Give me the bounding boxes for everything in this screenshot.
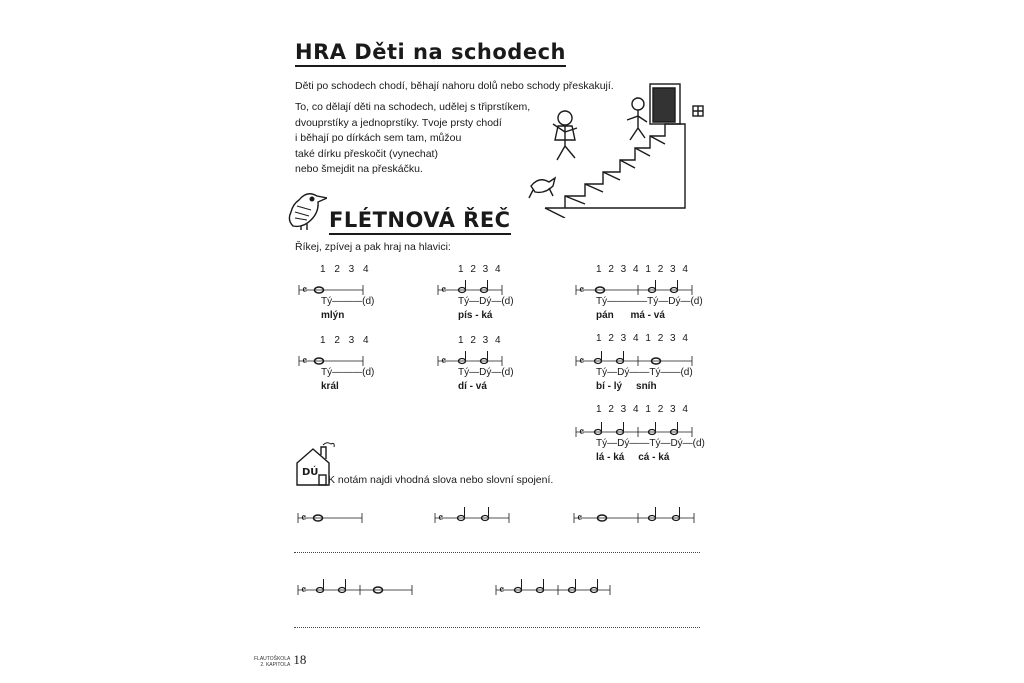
hra-line: i běhají po dírkách sem tam, můžou xyxy=(295,132,462,144)
syllables: Tý———(d) xyxy=(321,367,375,378)
beat-counts: 1 2 3 4 1 2 3 4 xyxy=(596,264,688,275)
flet-title: FLÉTNOVÁ ŘEČ xyxy=(329,208,511,235)
bird-icon xyxy=(285,190,327,230)
svg-text:𝄴: 𝄴 xyxy=(438,511,444,525)
answer-line[interactable] xyxy=(294,627,700,628)
hra-line: také dírku přeskočit (vynechat) xyxy=(295,147,438,160)
word: bí - lý sníh xyxy=(596,381,657,392)
beat-counts: 1 2 3 4 xyxy=(458,264,501,275)
blank-note-staff xyxy=(494,578,614,598)
svg-text:𝄴: 𝄴 xyxy=(577,511,583,525)
children-on-stairs-illustration xyxy=(525,78,715,218)
svg-text:𝄴: 𝄴 xyxy=(301,511,307,525)
svg-text:𝄴: 𝄴 xyxy=(302,283,308,297)
hra-line: nebo šmejdit na přeskáčku. xyxy=(295,163,423,175)
syllables: Tý—Dý——Tý—Dý—(d) xyxy=(596,438,705,449)
answer-line[interactable] xyxy=(294,552,700,553)
beat-counts: 1 2 3 4 xyxy=(320,264,369,275)
page-footer xyxy=(254,652,306,668)
hra-line: dvouprstíky a jednoprstíky. Tvoje prsty chodí xyxy=(295,116,502,129)
hra-intro: Děti po schodech chodí, běhají nahoru dolů nebo schody přeskakují. xyxy=(295,80,614,92)
svg-text:𝄴: 𝄴 xyxy=(301,583,307,597)
blank-note-staff xyxy=(572,506,698,526)
svg-text:𝄴: 𝄴 xyxy=(579,354,585,368)
homework-badge: DÚ xyxy=(302,467,319,478)
word: dí - vá xyxy=(458,381,487,392)
syllables: Tý———(d) xyxy=(321,296,375,307)
syllables: Tý————Tý—Dý—(d) xyxy=(596,296,703,307)
word: mlýn xyxy=(321,310,345,321)
page-number: 18 xyxy=(293,652,307,667)
blank-note-staff xyxy=(433,506,513,526)
word: král xyxy=(321,381,339,392)
blank-note-staff xyxy=(296,578,416,598)
blank-note-staff xyxy=(296,508,366,526)
word: pís - ká xyxy=(458,310,493,321)
svg-text:𝄴: 𝄴 xyxy=(302,354,308,368)
beat-counts: 1 2 3 4 xyxy=(320,335,369,346)
hra-paragraph xyxy=(295,100,530,178)
hra-line: To, co dělají děti na schodech, udělej s třiprstíkem, xyxy=(295,101,531,113)
homework-text: K notám najdi vhodná slova nebo slovní spojení. xyxy=(328,474,554,486)
syllables: Tý—Dý—(d) xyxy=(458,367,514,378)
footer-caption: FLAUTOŠKOLA 2. KAPITOLA xyxy=(254,656,291,668)
word: lá - ká cá - ká xyxy=(596,452,670,463)
beat-counts: 1 2 3 4 1 2 3 4 xyxy=(596,404,688,415)
flet-instruction: Říkej, zpívej a pak hraj na hlavici: xyxy=(295,241,451,253)
svg-text:𝄴: 𝄴 xyxy=(441,354,447,368)
svg-text:𝄴: 𝄴 xyxy=(579,283,585,297)
syllables: Tý—Dý—(d) xyxy=(458,296,514,307)
syllables: Tý—Dý——Tý——(d) xyxy=(596,367,693,378)
svg-text:𝄴: 𝄴 xyxy=(579,425,585,439)
svg-text:𝄴: 𝄴 xyxy=(441,283,447,297)
word: pán má - vá xyxy=(596,310,665,321)
beat-counts: 1 2 3 4 xyxy=(458,335,501,346)
svg-text:𝄴: 𝄴 xyxy=(499,583,505,597)
hra-title: HRA Děti na schodech xyxy=(295,40,566,67)
beat-counts: 1 2 3 4 1 2 3 4 xyxy=(596,333,688,344)
